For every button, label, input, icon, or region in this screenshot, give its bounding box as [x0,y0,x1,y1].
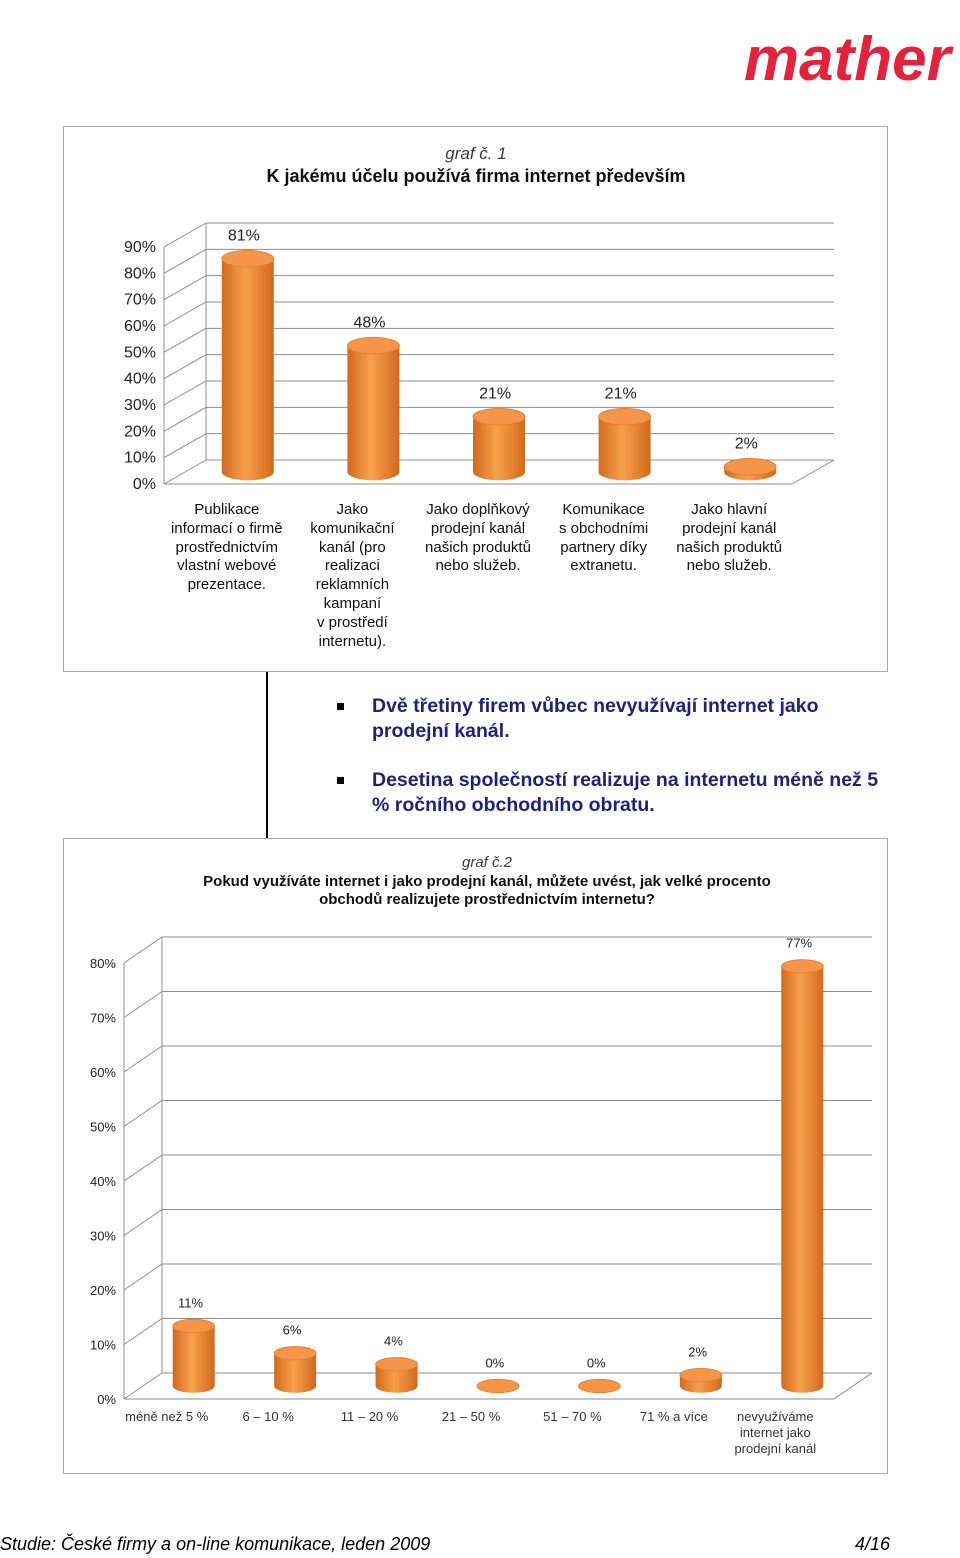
chart-2-title: graf č.2 [461,854,513,871]
mather-logo [740,4,956,100]
bar-top [599,408,651,425]
footer-text: Studie: České firmy a on-line komunikace, leden 2009 [0,1534,431,1554]
x-tick-label [290,501,416,651]
data-label: 21% [604,385,637,403]
x-tick-label [164,501,290,595]
y-tick-label: 70% [123,291,156,309]
x-tick-label [725,1409,826,1457]
page-number: 4/16 [854,1534,890,1554]
bullet-text: Dvě třetiny firem vůbec nevyužívají internet jako prodejní kanál. [372,695,819,742]
data-label: 2% [688,1344,708,1360]
y-tick-label: 70% [89,1010,116,1026]
gridline-diagonal [124,992,162,1018]
x-tick-label-line: 21 – 50 % [441,1409,501,1424]
x-tick-label-line: nebo služeb. [686,557,772,575]
y-tick-label: 30% [123,397,156,414]
y-tick-label: 20% [123,423,156,441]
x-tick-label-line: našich produktů [676,538,783,556]
bar-top [781,960,823,973]
x-tick-label [319,1409,420,1425]
gridline-diagonal [164,460,206,484]
x-tick-label-line: internet jako [739,1425,811,1440]
gridline-diagonal [124,1264,162,1290]
y-tick-label: 50% [123,344,156,362]
y-tick-label: 20% [89,1283,116,1298]
bar-top [222,250,274,267]
x-tick-label-line: realizaci [324,557,380,575]
x-tick-label [217,1409,318,1425]
gridline-diagonal [124,1046,162,1072]
connector-line [266,672,268,838]
x-tick-label-line: prodejní kanál [734,1441,817,1456]
x-tick-label-line: 51 – 70 % [543,1409,602,1424]
data-label: 0% [485,1355,505,1371]
x-tick-label-line: 71 % a více [639,1409,708,1424]
logo-text: mather [744,25,951,94]
bullet-text: Desetina společností realizuje na internetu méně než 5 % ročního obchodního obratu. [372,769,879,816]
floor-right-edge [834,1373,872,1399]
gridline-diagonal [164,302,206,326]
y-tick-label: 10% [89,1337,116,1353]
x-tick-label-line: Komunikace [562,501,645,518]
y-tick-label: 60% [89,1065,116,1080]
x-tick-label-line: vlastní webové [177,557,277,575]
data-label: 11% [178,1295,204,1311]
bar-top [680,1368,722,1381]
gridline-diagonal [164,381,206,405]
x-tick-label-line: prostřednictvím [175,538,279,556]
bar-top [376,1357,418,1370]
x-tick-label-line: 6 – 10 % [242,1409,294,1424]
data-label: 77% [786,935,813,951]
bar-top [724,458,776,475]
bar-top [473,408,525,425]
bar-top [173,1319,215,1332]
x-tick-label-line: nevyužíváme [736,1409,814,1424]
x-tick-label-line: reklamních [315,576,390,594]
chart-1-title: graf č. 1 [445,144,507,163]
gridline-diagonal [124,1155,162,1181]
x-tick-label [415,501,541,576]
data-label: 0% [586,1355,606,1371]
x-tick-label-line: prodejní kanál [682,519,777,537]
bar [222,259,274,481]
bar-top [347,337,399,354]
y-tick-label: 80% [89,956,116,971]
data-label: 48% [353,314,386,332]
gridline-diagonal [164,249,206,273]
y-tick-label: 50% [89,1119,116,1135]
chart-2-subtitle-line: obchodů realizujete prostřednictvím internetu? [319,891,655,908]
gridline-diagonal [164,434,206,458]
gridline-diagonal [124,1373,162,1399]
data-label: 21% [479,385,512,403]
data-label: 6% [282,1322,302,1338]
gridline-diagonal [124,1101,162,1127]
gridline-diagonal [124,1210,162,1236]
x-tick-label-line: s obchodními [558,519,649,537]
x-tick-label-line: internetu). [318,632,387,650]
x-tick-label [666,501,792,576]
gridline-diagonal [124,937,162,963]
bar-top [578,1379,620,1392]
bullet-item [337,768,897,818]
x-tick-label-line: 11 – 20 % [340,1409,399,1424]
x-tick-label [420,1409,521,1425]
data-label: 81% [227,227,260,245]
x-tick-label-line: v prostředí [316,613,388,631]
bar-top [477,1379,519,1392]
x-tick-label-line: Jako doplňkový [426,501,530,518]
y-tick-label: 0% [97,1392,116,1407]
chart-2-svg [64,839,889,1475]
x-tick-label-line: Publikace [194,501,260,518]
x-tick-label-line: Jako [336,501,369,518]
x-tick-label [623,1409,724,1425]
y-tick-label: 60% [123,318,156,335]
gridline-diagonal [164,407,206,431]
bar [473,417,525,481]
bar [599,417,651,481]
x-tick-label-line: partnery díky [560,538,647,556]
footer [0,1534,890,1555]
bullet-square-icon [337,777,344,784]
gridline-diagonal [164,328,206,352]
chart-1 [63,126,888,672]
bullet-square-icon [337,703,344,710]
bullet-item [337,694,897,744]
bar [173,1326,215,1393]
y-tick-label: 30% [89,1228,116,1244]
y-tick-label: 40% [89,1174,116,1189]
y-tick-label: 0% [132,476,156,493]
x-tick-label-line: prodejní kanál [430,519,526,537]
floor-right-edge [792,460,834,484]
chart-1-subtitle: K jakému účelu používá firma internet především [266,166,686,186]
chart-2-subtitle-line: Pokud využíváte internet i jako prodejní kanál, můžete uvést, jak velké procento [203,873,771,890]
gridline-diagonal [124,1319,162,1345]
x-tick-label-line: extranetu. [570,557,637,575]
bullet-list [337,694,897,842]
x-tick-label-line: nebo služeb. [435,557,521,575]
x-tick-label [116,1409,217,1425]
bar [781,966,823,1392]
y-tick-label: 90% [123,239,156,256]
y-tick-label: 10% [123,449,156,467]
chart-2 [63,838,888,1474]
x-tick-label-line: Jako hlavní [691,501,768,518]
x-tick-label-line: komunikační [310,519,395,537]
y-tick-label: 40% [123,370,156,388]
data-label: 2% [734,435,758,453]
x-tick-label-line: prezentace. [187,576,266,594]
gridline-diagonal [164,276,206,300]
x-tick-label [541,501,667,576]
x-tick-label-line: informací o firmě [170,519,283,537]
gridline-diagonal [164,223,206,247]
x-tick-label-line: našich produktů [425,538,531,556]
x-tick-label [522,1409,623,1425]
x-tick-label-line: kampaní [323,594,382,612]
bar [347,346,399,481]
x-tick-label-line: kanál (pro [319,538,386,556]
bar-top [274,1347,316,1360]
y-tick-label: 80% [123,265,156,283]
data-label: 4% [384,1333,403,1349]
x-tick-label-line: méně než 5 % [125,1409,209,1424]
gridline-diagonal [164,355,206,379]
